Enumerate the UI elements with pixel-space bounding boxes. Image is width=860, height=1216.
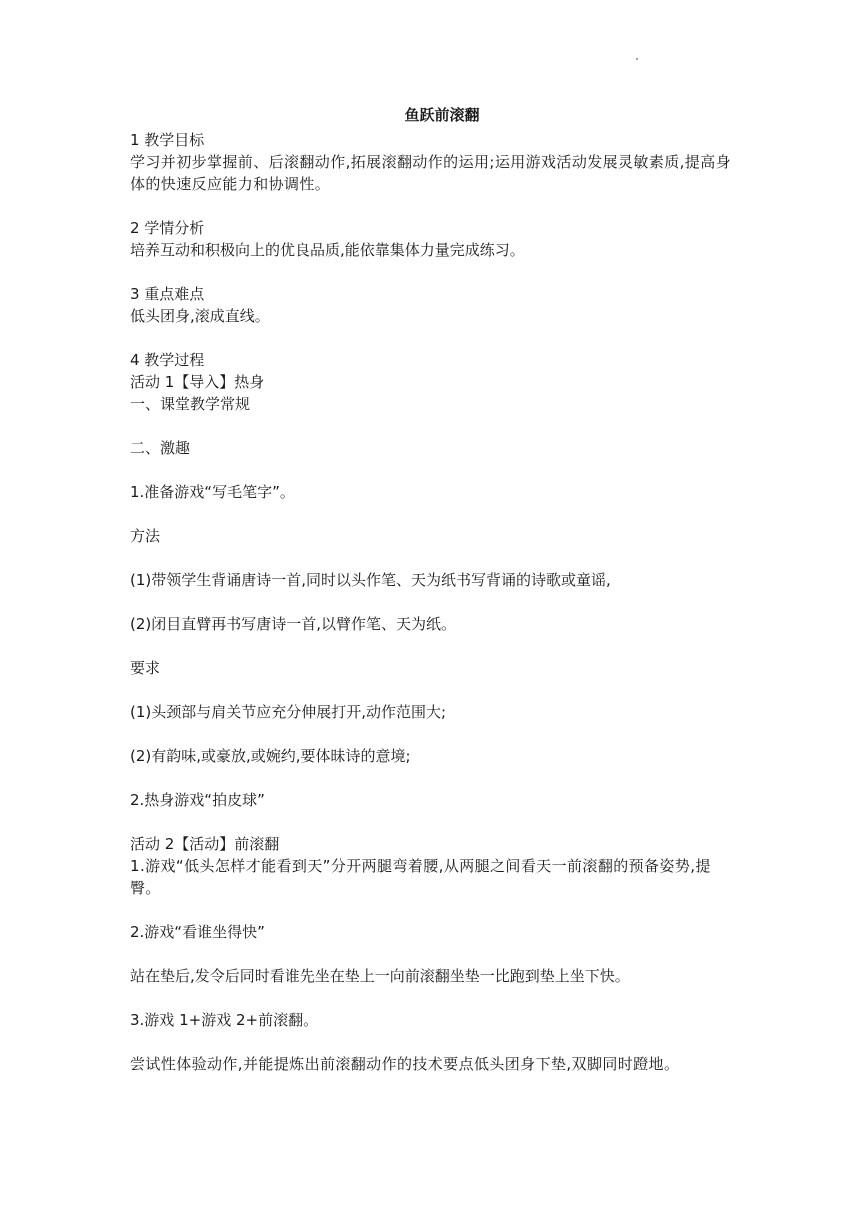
motivation-heading: 二、激趣 [130,439,191,457]
page-mark [636,58,638,60]
document-page [130,103,740,1075]
requirement-1: (1)头颈部与肩关节应充分伸展打开,动作范围大; [130,703,447,721]
document-title: 鱼跃前滚翻 [404,106,480,124]
section-heading-key-points: 3 重点难点 [130,285,205,303]
method-step-2: (2)闭目直臂再书写唐诗一首,以臂作笔、天为纸。 [130,615,457,633]
technique-summary: 尝试性体验动作,并能提炼出前滚翻动作的技术要点低头团身下垫,双脚同时蹬地。 [130,1055,680,1073]
key-points-text: 低头团身,滚成直线。 [130,307,270,325]
game-combined: 3.游戏 1+游戏 2+前滚翻。 [130,1011,319,1029]
requirement-2: (2)有韵味,或豪放,或婉约,要体昧诗的意境; [130,747,411,765]
objectives-text: 学习并初步掌握前、后滚翻动作,拓展滚翻动作的运用;运用游戏活动发展灵敏素质,提高身体的快速反应能力和协调性。 [130,153,731,193]
game-description: 站在垫后,发令后同时看谁先坐在垫上一向前滚翻坐垫一比跑到垫上坐下快。 [130,967,630,985]
method-label: 方法 [130,527,161,545]
warmup-game: 2.热身游戏“拍皮球” [130,791,265,809]
section-heading-objectives: 1 教学目标 [130,131,205,149]
activity-1-heading: 活动 1【导入】热身 [130,373,265,391]
section-heading-analysis: 2 学情分析 [130,219,205,237]
requirements-label: 要求 [130,659,161,677]
analysis-text: 培养互动和积极向上的优良品质,能依靠集体力量完成练习。 [130,241,525,259]
section-heading-process: 4 教学过程 [130,351,205,369]
method-step-1: (1)带领学生背诵唐诗一首,同时以头作笔、天为纸书写背诵的诗歌或童谣, [130,571,611,589]
game-who-sits-fastest: 2.游戏“看谁坐得快” [130,923,265,941]
game-look-at-sky: 1.游戏“低头怎样才能看到天”分开两腿弯着腰,从两腿之间看天一前滚翻的预备姿势,提臀。 [130,857,711,897]
activity-2-heading: 活动 2【活动】前滚翻 [130,835,280,853]
classroom-routine: 一、课堂教学常规 [130,395,251,413]
game-calligraphy: 1.准备游戏“写毛笔字”。 [130,483,295,501]
